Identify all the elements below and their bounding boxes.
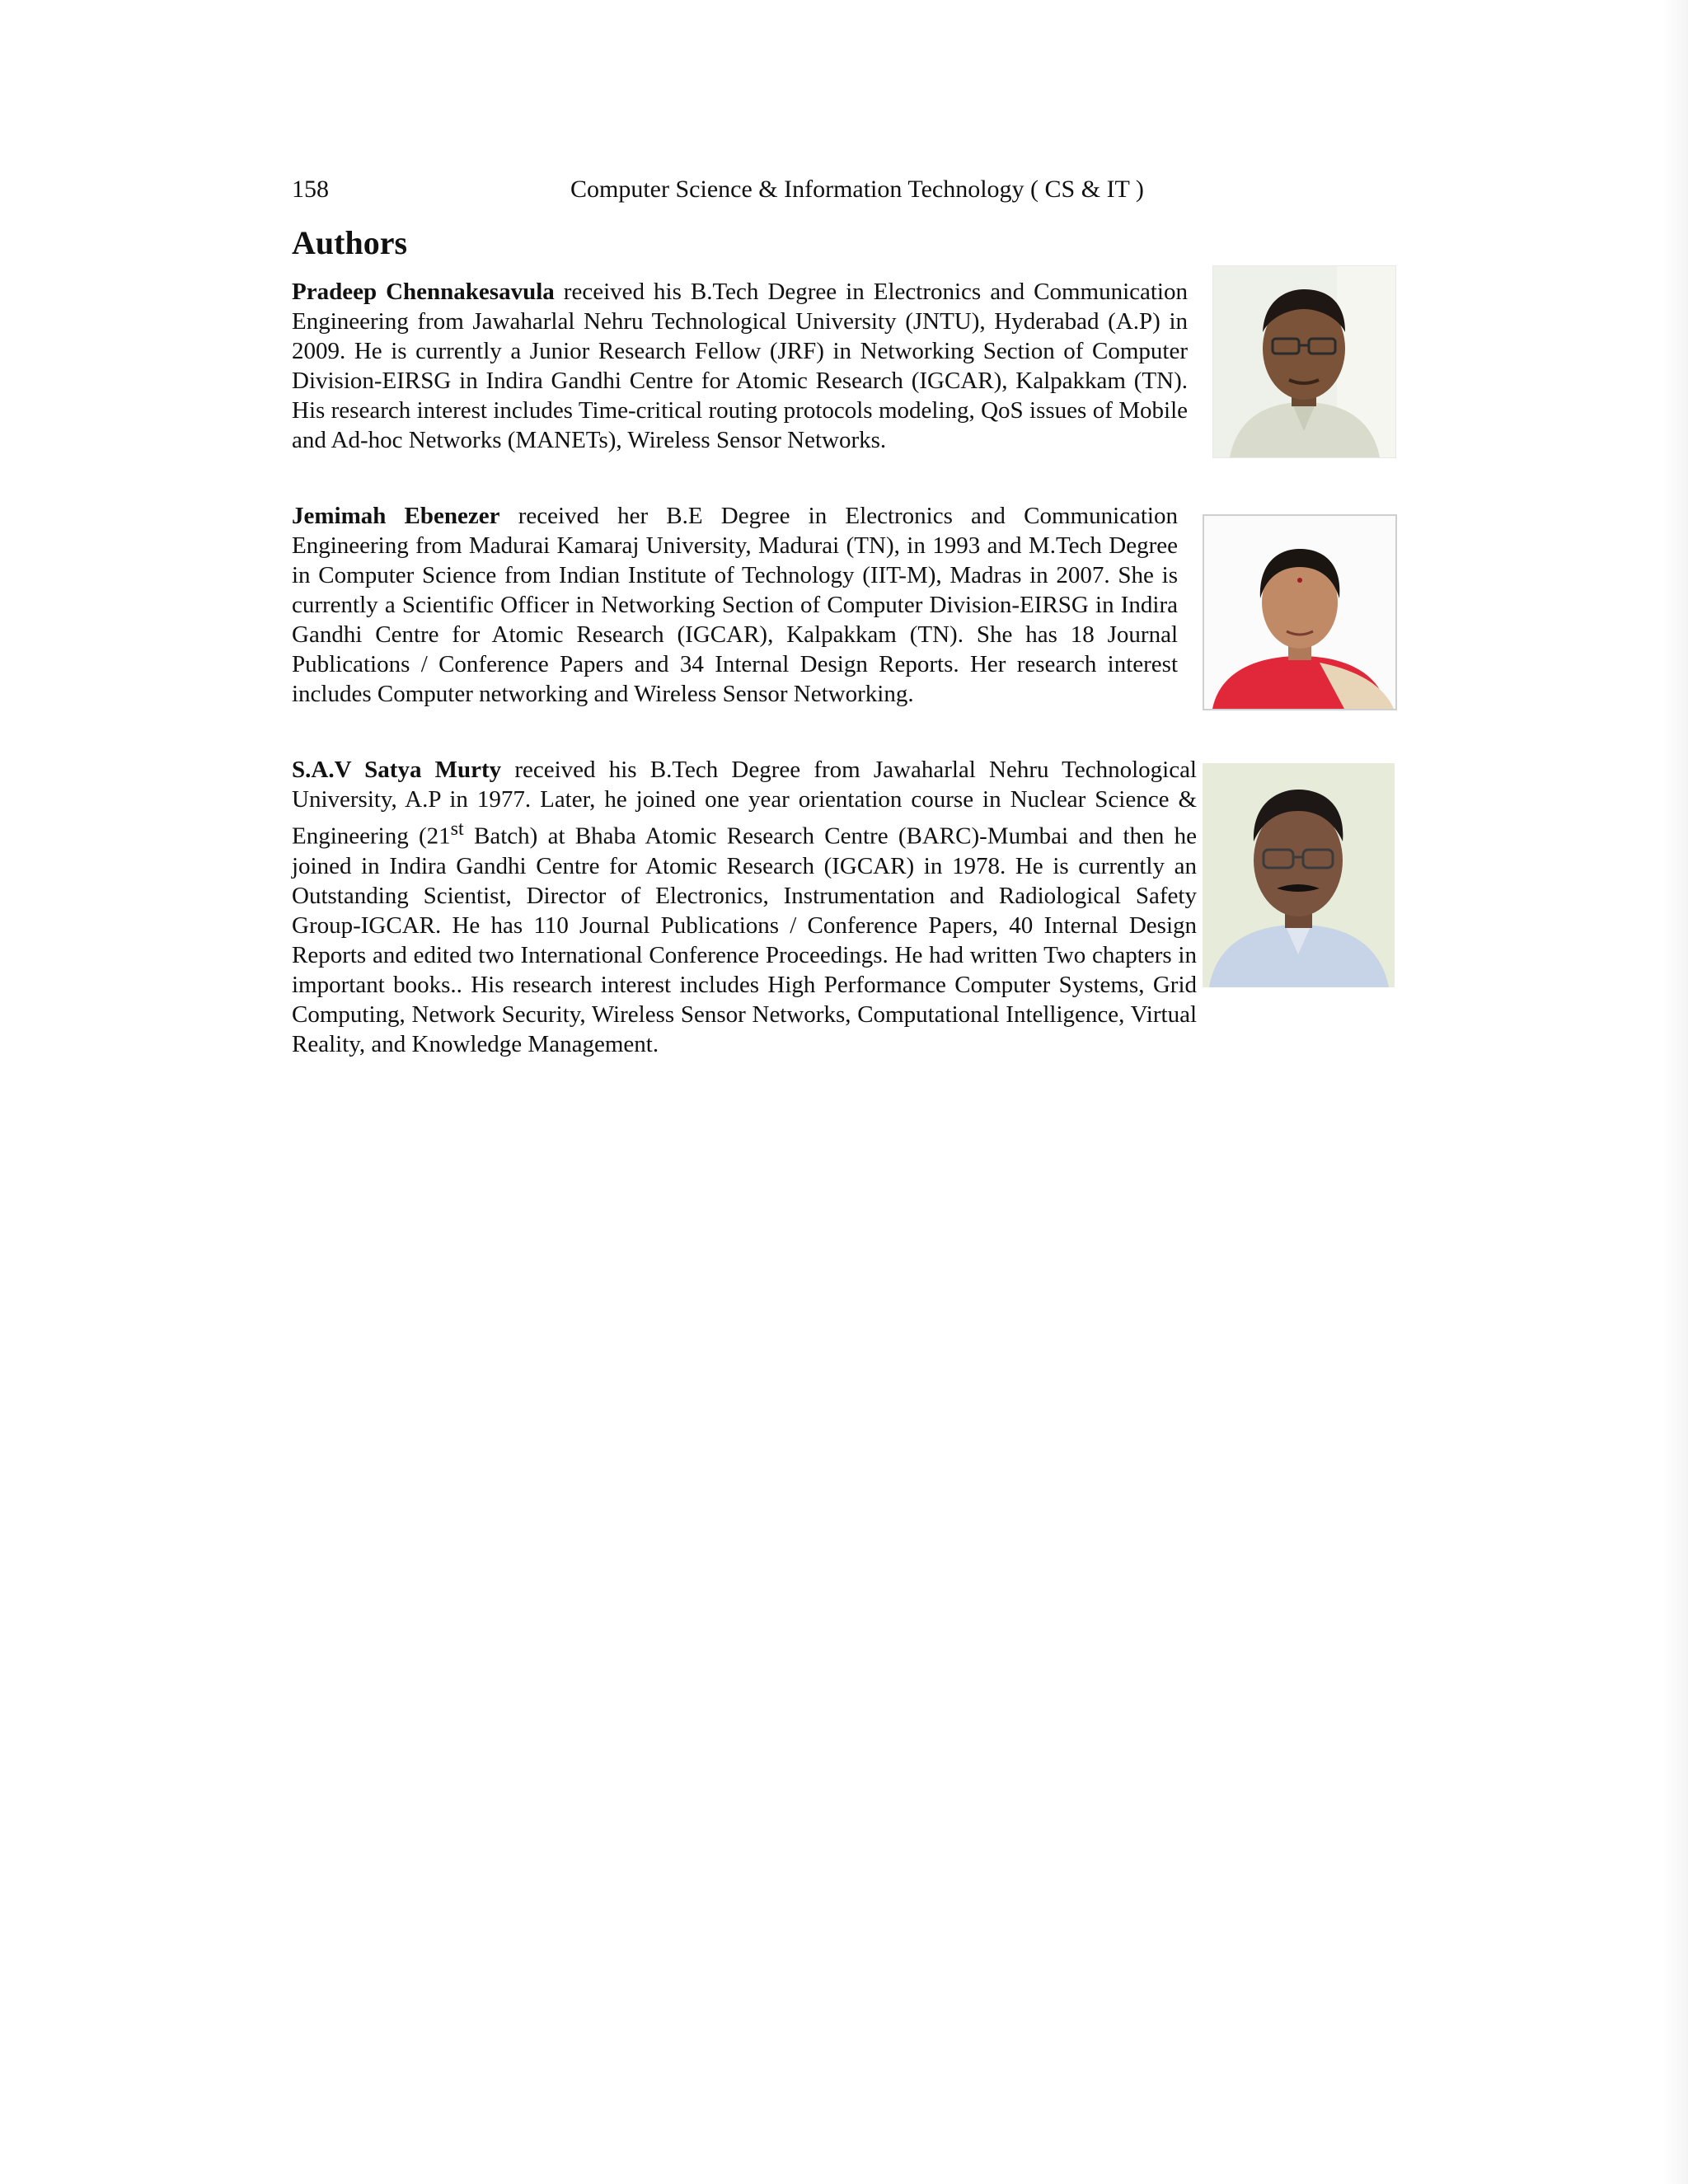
author-bio-text: received her B.E Degree in Electronics and Communication Engineering from Madurai Kamaraj University, Madurai (TN), in 1993 and M.Tech Degree in Computer Science from Indian Institute of Technology (IIT-M), Madras in 2007. She is currently a Scientific Officer in Networking Section of Computer Division-EIRSG in Indira Gandhi Centre for Atomic Research (IGCAR), Kalpakkam (TN). She has 18 Journal Publications / Conference Papers and 34 Internal Design Reports. Her research interest includes Computer networking and Wireless Sensor Networking. — [292, 503, 1178, 707]
author-bio-jemimah — [292, 501, 1178, 709]
page-edge-shadow — [1663, 0, 1688, 2184]
running-header — [292, 173, 1175, 206]
journal-title: Computer Science & Information Technology ( CS & IT ) — [570, 176, 1144, 203]
page-number: 158 — [292, 176, 329, 203]
author-photo-pradeep — [1212, 265, 1396, 458]
author-name: S.A.V Satya Murty — [292, 757, 502, 783]
author-bio-text: received his B.Tech Degree from Jawaharlal Nehru Technological University, A.P in 1977. Later, he joined one year orientation course in Nuclear Science & Engineering (21 — [292, 757, 1197, 850]
author-name: Jemimah Ebenezer — [292, 503, 500, 529]
author-bio-text: received his B.Tech Degree in Electronics and Communication Engineering from Jawaharlal Nehru Technological University (JNTU), Hyderabad (A.P) in 2009. He is currently a Junior Research Fellow (JRF) in Networking Section of Computer Division-EIRSG in Indira Gandhi Centre for Atomic Research (IGCAR), Kalpakkam (TN). His research interest includes Time-critical routing protocols modeling, QoS issues of Mobile and Ad-hoc Networks (MANETs), Wireless Sensor Networks. — [292, 279, 1188, 453]
author-bio-pradeep — [292, 277, 1188, 455]
author-photo-jemimah — [1203, 514, 1397, 710]
ordinal-suffix: st — [450, 818, 464, 840]
author-bio-text-continued: Batch) at Bhaba Atomic Research Centre (BARC)-Mumbai and then he joined in Indira Gandhi Centre for Atomic Research (IGCAR) in 1978. He is currently an Outstanding Scientist, Director of Electronics, Instrumentation and Radiological Safety Group-IGCAR. He has 110 Journal Publications / Conference Papers, 40 Internal Design Reports and edited two International Conference Proceedings. He had written Two chapters in important books.. His research interest includes High Performance Computer Systems, Grid Computing, Network Security, Wireless Sensor Networks, Computational Intelligence, Virtual Reality, and Knowledge Management. — [292, 823, 1197, 1057]
author-name: Pradeep Chennakesavula — [292, 279, 555, 305]
section-title: Authors — [292, 224, 408, 261]
author-photo-satya-murty — [1203, 763, 1395, 987]
author-bio-satya-murty — [292, 755, 1197, 1059]
